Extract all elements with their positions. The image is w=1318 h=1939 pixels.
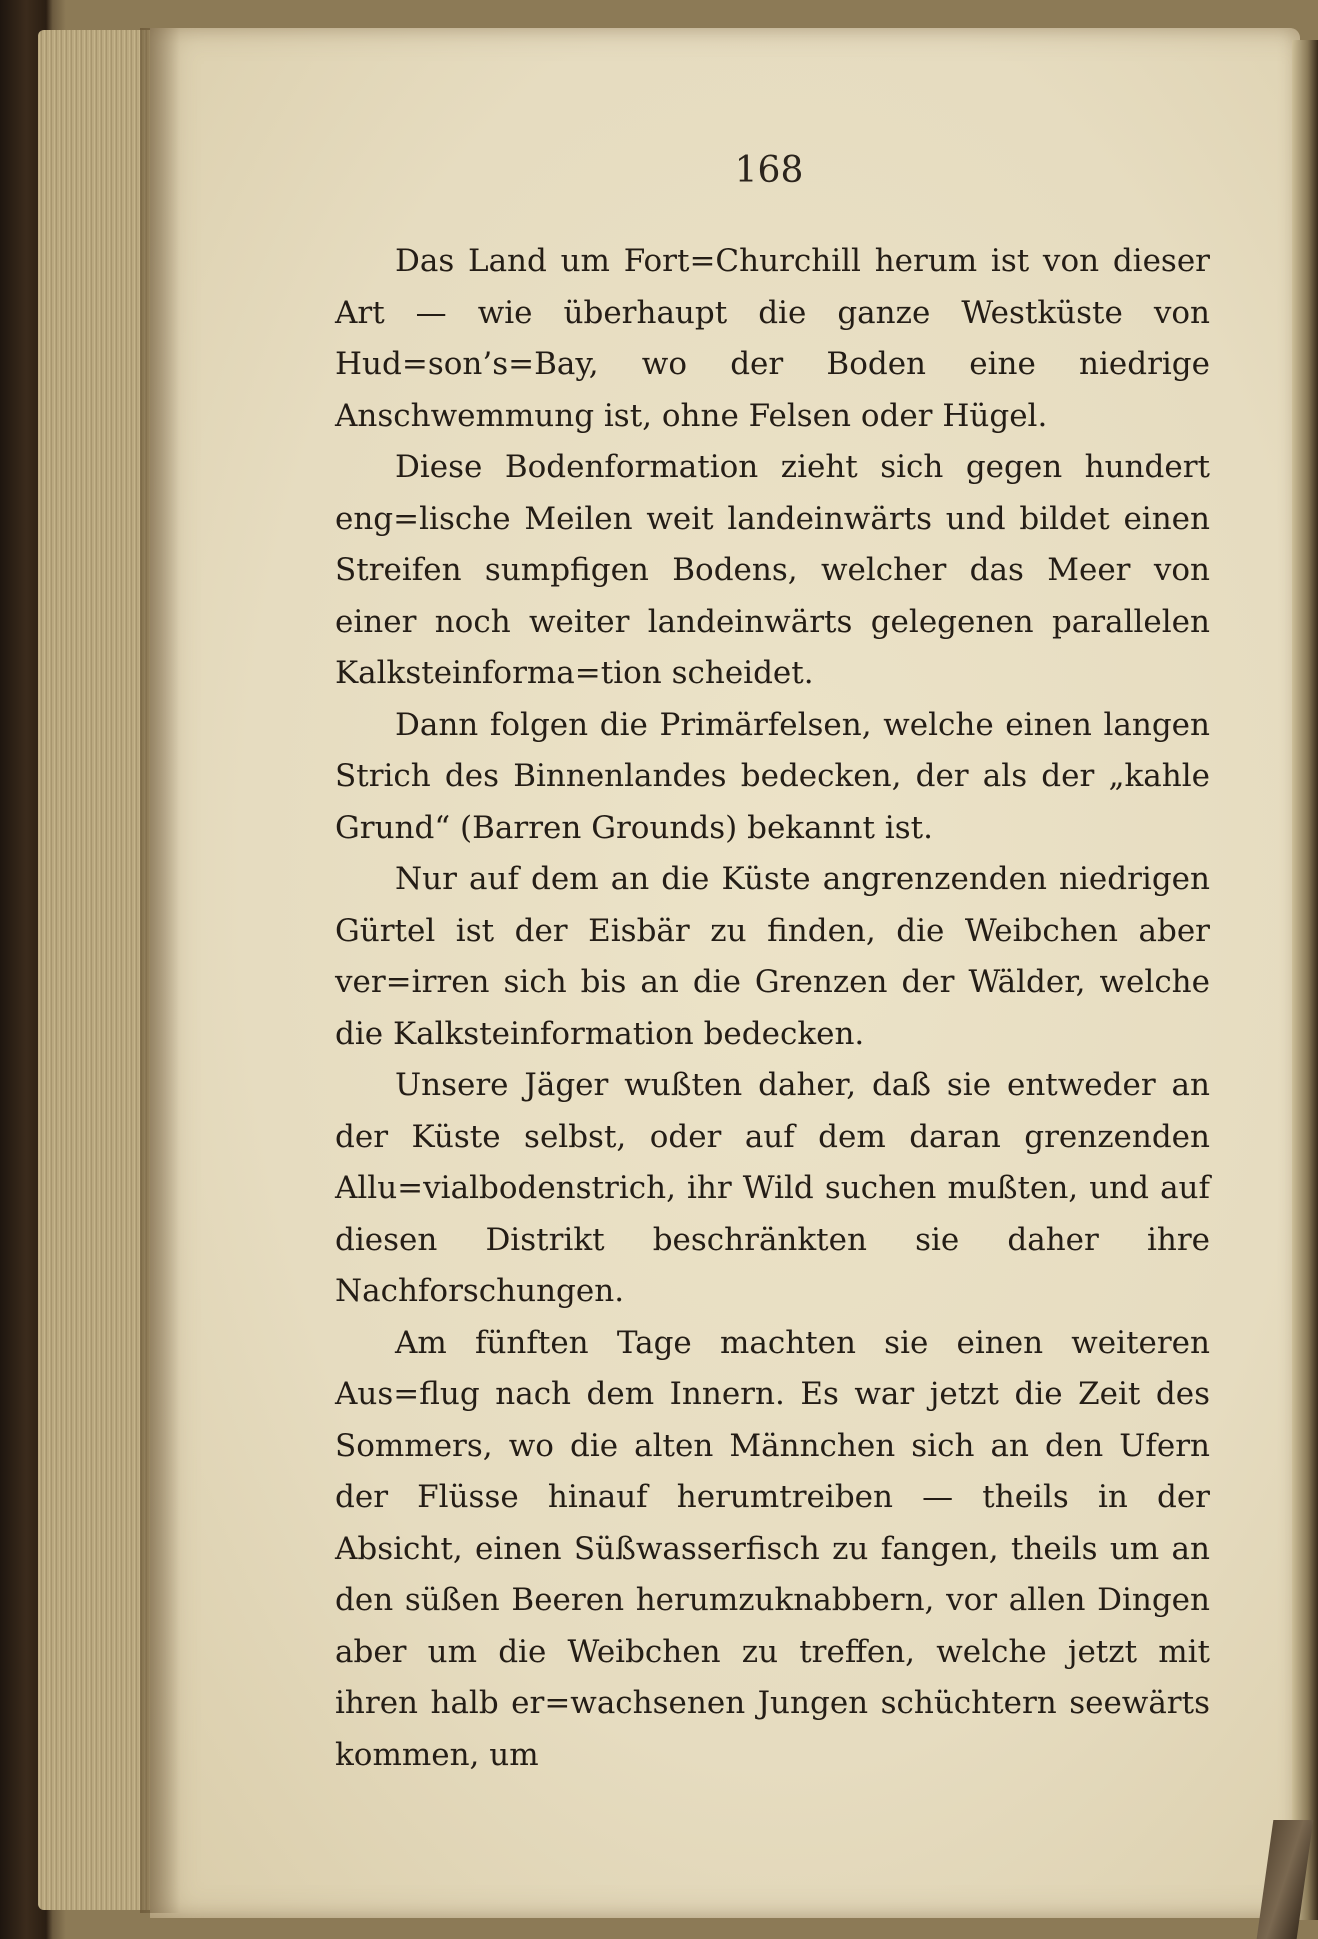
- paragraph: Diese Bodenformation zieht sich gegen hundert eng=lische Meilen weit landeinwärts und bildet einen Streifen sumpfigen Bodens, welcher das Meer von einer noch weiter landeinwärts gelegenen parallelen Kalksteinforma=tion scheidet.: [335, 449, 1210, 691]
- paragraph: Am fünften Tage machten sie einen weiteren Aus=flug nach dem Innern. Es war jetzt die Zeit des Sommers, wo die alten Männchen sich an den Ufern der Flüsse hinauf herumtreiben — theils in der Absicht, einen Süßwasserfisch zu fangen, theils um an den süßen Beeren herumzuknabbern, vor allen Dingen aber um die Weibchen zu treffen, welche jetzt mit ihren halb er=wachsenen Jungen schüchtern seewärts kommen, um: [335, 1324, 1210, 1773]
- paragraph: Das Land um Fort=Churchill herum ist von dieser Art — wie überhaupt die ganze Westküste von Hud=son’s=Bay, wo der Boden eine niedrige Anschwemmung ist, ohne Felsen oder Hügel.: [335, 243, 1210, 434]
- spine-shadow: [140, 28, 180, 1913]
- paragraph: Nur auf dem an die Küste angrenzenden niedrigen Gürtel ist der Eisbär zu finden, die Weibchen aber ver=irren sich bis an die Grenzen der Wälder, welche die Kalksteinformation bedecken.: [335, 861, 1210, 1052]
- body-text: [335, 236, 1210, 1781]
- right-page-edge: [1292, 40, 1318, 1920]
- page-edges: [38, 30, 156, 1910]
- page-number: 168: [734, 150, 804, 191]
- paragraph: Dann folgen die Primärfelsen, welche einen langen Strich des Binnenlandes bedecken, der als der „kahle Grund“ (Barren Grounds) bekannt ist.: [335, 706, 1210, 846]
- paragraph: Unsere Jäger wußten daher, daß sie entweder an der Küste selbst, oder auf dem daran grenzenden Allu=vialbodenstrich, ihr Wild suchen mußten, und auf diesen Distrikt beschränkten sie daher ihre Nachforschungen.: [335, 1067, 1210, 1309]
